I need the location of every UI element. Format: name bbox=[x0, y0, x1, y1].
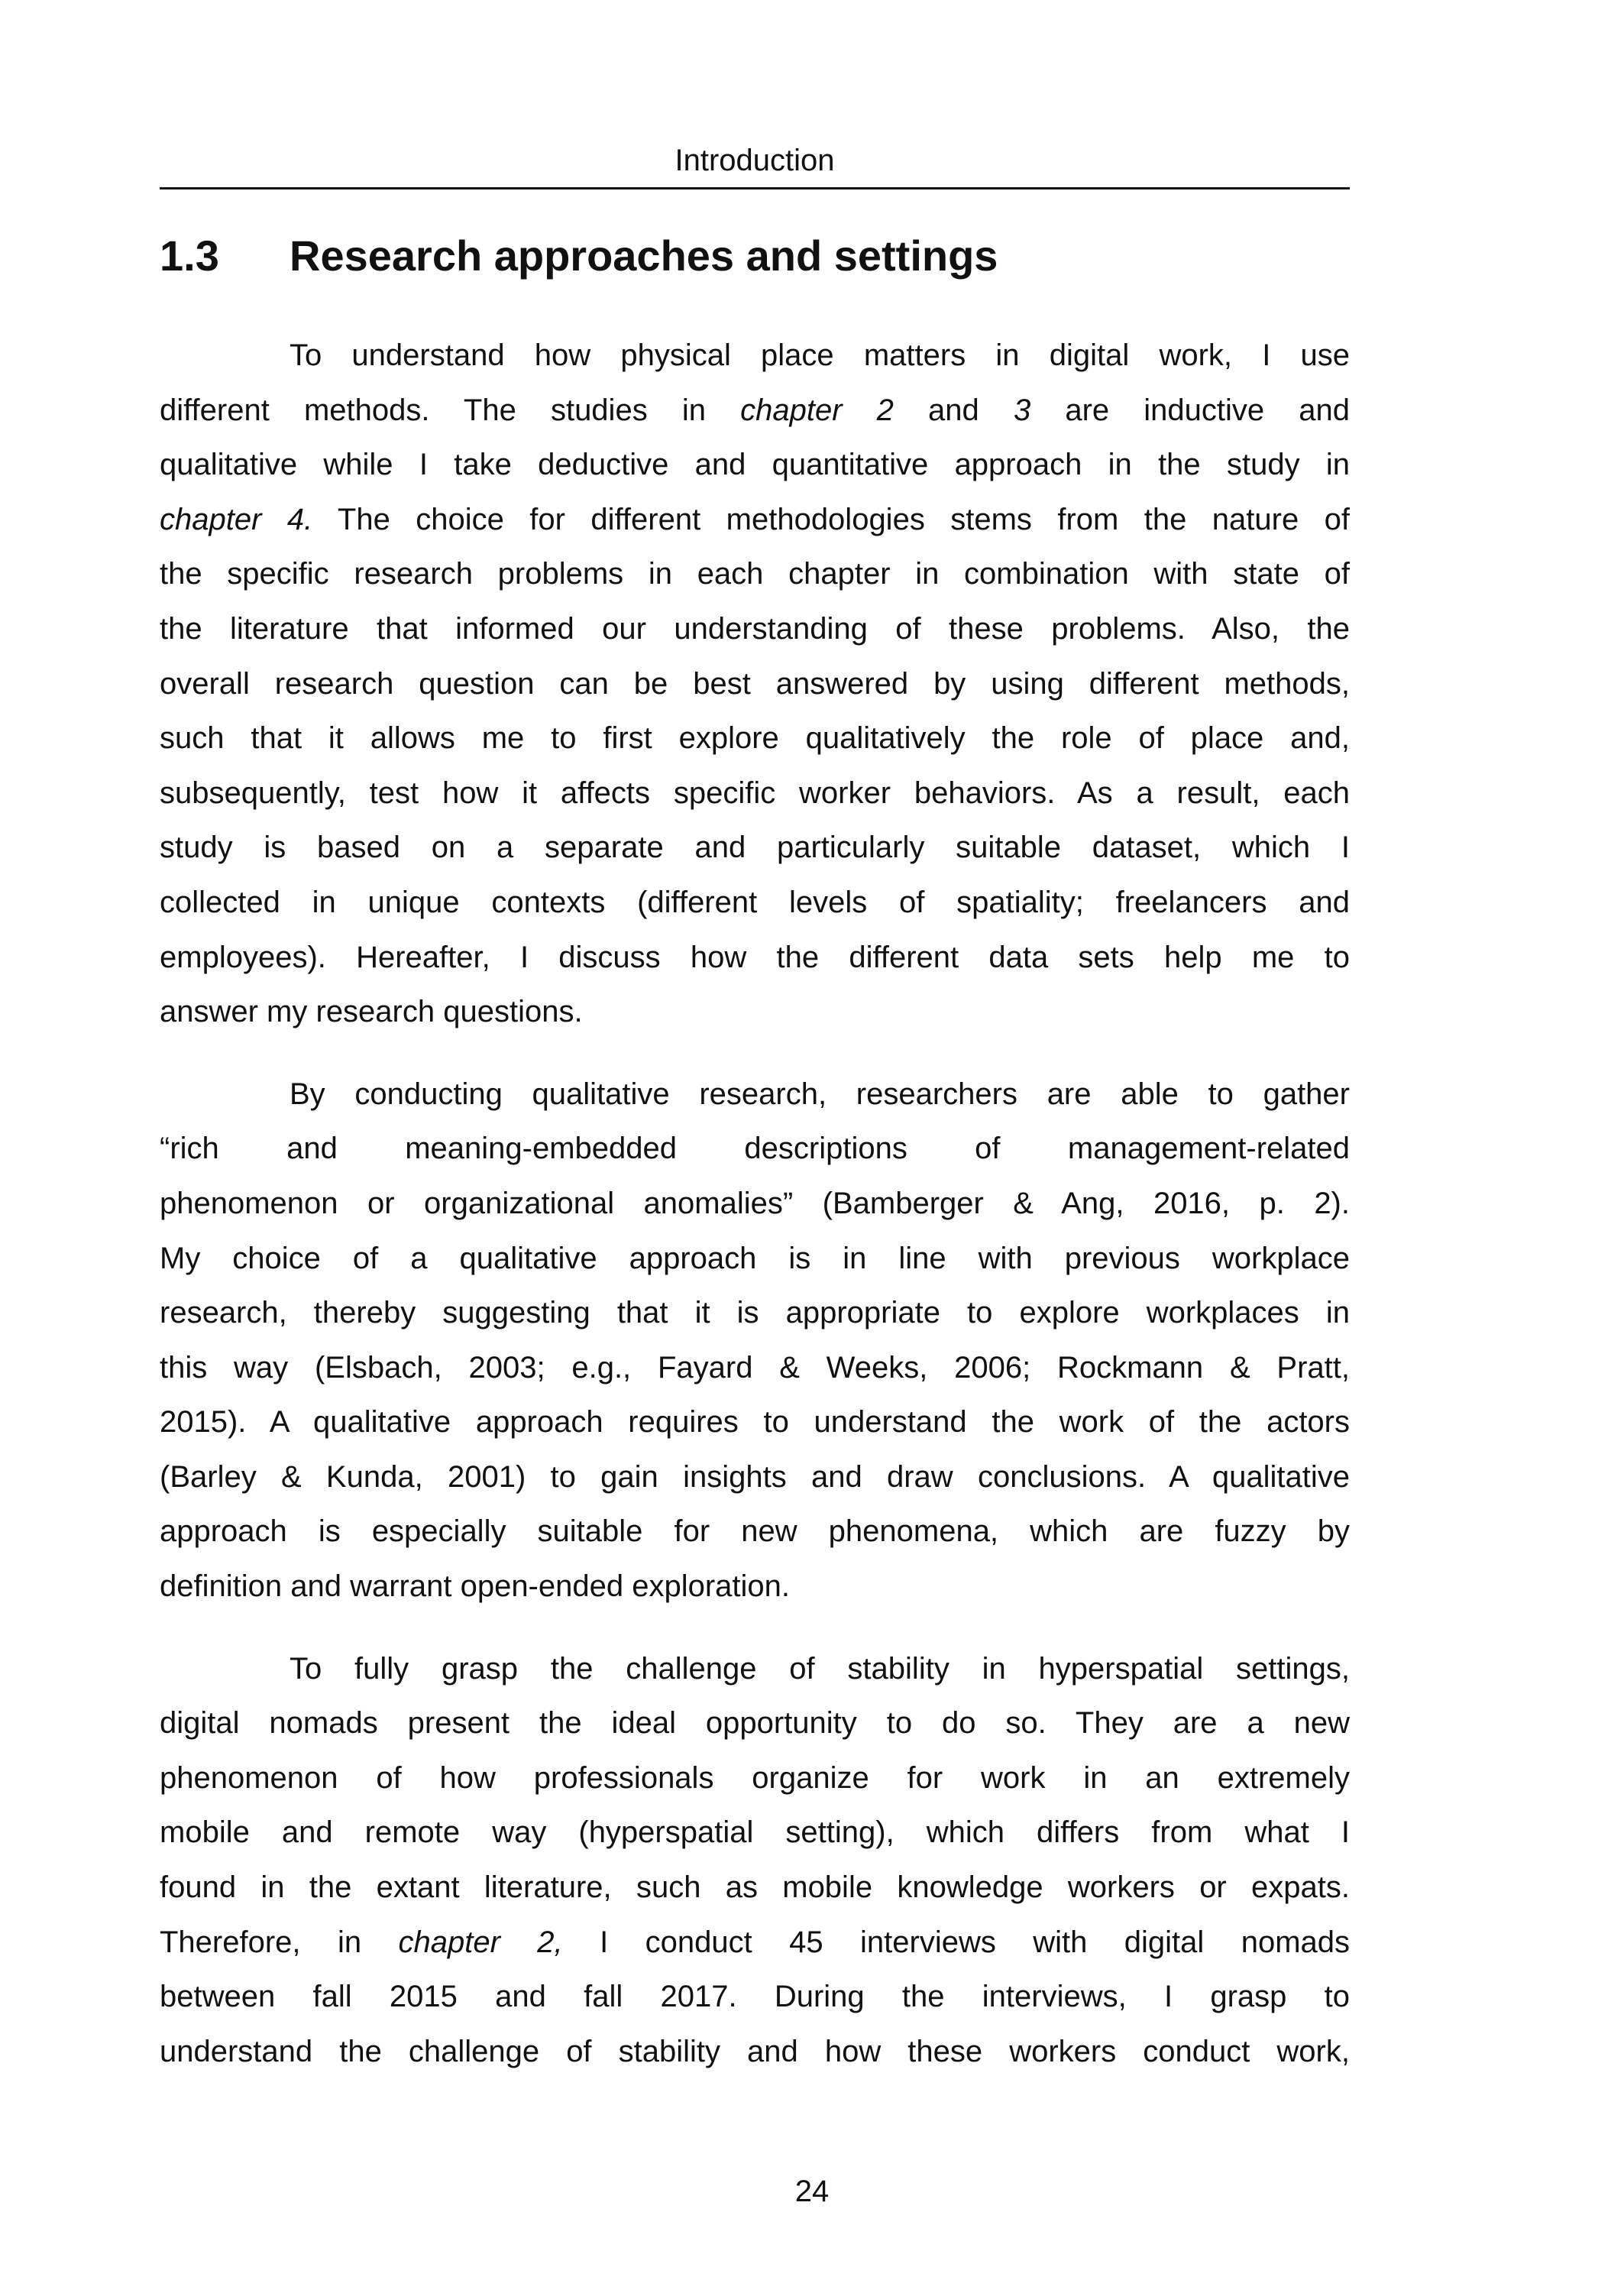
paragraph bbox=[160, 1067, 1350, 1614]
text-segment: collected in unique contexts (different levels of spatiality; freelancers and bbox=[160, 885, 1350, 919]
italic-text: 3 bbox=[1013, 393, 1031, 427]
header-rule bbox=[160, 187, 1350, 189]
text-segment: different methods. The studies in bbox=[160, 393, 741, 427]
text-line bbox=[160, 931, 1350, 986]
italic-text: chapter 2, bbox=[398, 1925, 563, 1959]
text-line bbox=[160, 384, 1350, 439]
text-line bbox=[160, 1696, 1350, 1751]
text-line bbox=[160, 766, 1350, 821]
text-segment: such that it allows me to first explore qualitatively the role of place and, bbox=[160, 721, 1350, 756]
text-segment: My choice of a qualitative approach is in line with previous workplace bbox=[160, 1241, 1350, 1275]
text-line bbox=[160, 985, 1350, 1040]
text-line bbox=[160, 1559, 1350, 1614]
text-line bbox=[160, 1450, 1350, 1505]
text-line bbox=[160, 1642, 1350, 1697]
text-line bbox=[160, 1122, 1350, 1177]
text-line bbox=[160, 1751, 1350, 1806]
text-segment: overall research question can be best answered by using different methods, bbox=[160, 666, 1350, 701]
text-segment: digital nomads present the ideal opportunity to do so. They are a new bbox=[160, 1706, 1350, 1741]
text-segment: subsequently, test how it affects specific worker behaviors. As a result, each bbox=[160, 776, 1350, 810]
text-segment: found in the extant literature, such as mobile knowledge workers or expats. bbox=[160, 1870, 1350, 1905]
body-text bbox=[160, 329, 1350, 2107]
text-segment: employees). Hereafter, I discuss how the different data sets help me to bbox=[160, 940, 1350, 974]
text-line bbox=[160, 1861, 1350, 1916]
text-segment: understand the challenge of stability and how these workers conduct work, bbox=[160, 2034, 1350, 2068]
text-line bbox=[160, 1504, 1350, 1559]
text-line bbox=[160, 1067, 1350, 1122]
text-line bbox=[160, 1232, 1350, 1287]
text-line bbox=[160, 1286, 1350, 1341]
text-segment: “rich and meaning-embedded descriptions of management-related bbox=[160, 1132, 1350, 1166]
italic-text: chapter 2 bbox=[740, 393, 894, 427]
text-line bbox=[160, 711, 1350, 766]
text-segment: approach is especially suitable for new phenomena, which are fuzzy by bbox=[160, 1514, 1350, 1549]
text-segment: and bbox=[893, 393, 1014, 427]
text-segment: The choice for different methodologies stems from the nature of bbox=[312, 502, 1351, 536]
text-segment: research, thereby suggesting that it is appropriate to explore workplaces in bbox=[160, 1296, 1350, 1330]
text-line bbox=[160, 657, 1350, 712]
text-line bbox=[160, 1177, 1350, 1232]
text-line bbox=[160, 1395, 1350, 1450]
text-segment: study is based on a separate and particularly suitable dataset, which I bbox=[160, 831, 1350, 865]
text-segment: the literature that informed our understanding of these problems. Also, the bbox=[160, 611, 1350, 646]
text-segment: qualitative while I take deductive and quantitative approach in the study in bbox=[160, 448, 1350, 482]
text-segment: (Barley & Kunda, 2001) to gain insights and draw conclusions. A qualitative bbox=[160, 1459, 1350, 1494]
text-segment: answer my research questions. bbox=[160, 995, 583, 1029]
text-line bbox=[160, 876, 1350, 931]
text-segment: between fall 2015 and fall 2017. During the interviews, I grasp to bbox=[160, 1980, 1350, 2014]
text-line bbox=[160, 1806, 1350, 1861]
text-segment: mobile and remote way (hyperspatial setting), which differs from what I bbox=[160, 1815, 1350, 1850]
text-segment: are inductive and bbox=[1030, 393, 1351, 427]
text-segment: 2015). A qualitative approach requires to understand the work of the actors bbox=[160, 1405, 1350, 1440]
text-line bbox=[160, 547, 1350, 602]
text-segment: phenomenon of how professionals organize for work in an extremely bbox=[160, 1760, 1350, 1795]
text-segment: the specific research problems in each chapter in combination with state of bbox=[160, 557, 1350, 591]
text-line bbox=[160, 1341, 1350, 1396]
page-number: 24 bbox=[794, 2175, 830, 2208]
text-line bbox=[160, 1970, 1350, 2025]
section-title: Research approaches and settings bbox=[290, 232, 998, 280]
text-segment: By conducting qualitative research, researchers are able to gather bbox=[290, 1077, 1350, 1111]
text-segment: I conduct 45 interviews with digital nomads bbox=[562, 1925, 1351, 1959]
italic-text: chapter 4. bbox=[160, 502, 313, 536]
text-line bbox=[160, 602, 1350, 657]
text-segment: Therefore, in bbox=[160, 1925, 399, 1959]
text-line bbox=[160, 329, 1350, 384]
running-head: Introduction bbox=[675, 144, 835, 177]
text-segment: To fully grasp the challenge of stability in hyperspatial settings, bbox=[290, 1651, 1350, 1686]
text-line bbox=[160, 493, 1350, 548]
section-heading bbox=[160, 231, 998, 280]
section-number: 1.3 bbox=[160, 232, 219, 280]
paragraph bbox=[160, 329, 1350, 1040]
text-segment: phenomenon or organizational anomalies” (Bamberger & Ang, 2016, p. 2). bbox=[160, 1186, 1350, 1220]
paragraph bbox=[160, 1642, 1350, 2080]
text-segment: this way (Elsbach, 2003; e.g., Fayard & Weeks, 2006; Rockmann & Pratt, bbox=[160, 1350, 1350, 1385]
text-line bbox=[160, 1916, 1350, 1971]
text-line bbox=[160, 2025, 1350, 2080]
text-segment: To understand how physical place matters in digital work, I use bbox=[290, 338, 1350, 372]
text-segment: definition and warrant open-ended exploration. bbox=[160, 1569, 791, 1604]
text-line bbox=[160, 438, 1350, 493]
text-line bbox=[160, 821, 1350, 876]
